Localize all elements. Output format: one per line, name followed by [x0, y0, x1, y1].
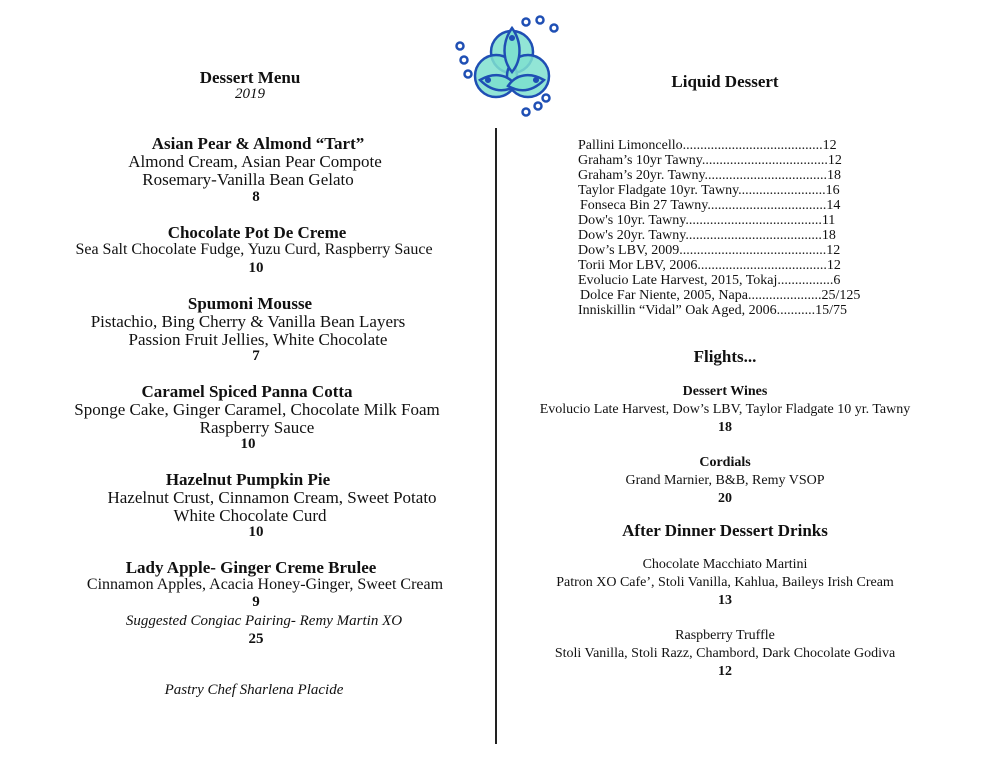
- flight-name: Dessert Wines: [682, 384, 768, 399]
- dessert-desc-line: Passion Fruit Jellies, White Chocolate: [128, 330, 388, 349]
- dessert-desc-line: Pistachio, Bing Cherry & Vanilla Bean Layers: [90, 312, 406, 331]
- flight-desc: Evolucio Late Harvest, Dow’s LBV, Taylor Fladgate 10 yr. Tawny: [539, 402, 911, 417]
- dessert-price: 10: [248, 524, 264, 540]
- dessert-price: 10: [248, 260, 264, 276]
- wine-list-item: Dow’s LBV, 2009..........................................12: [578, 243, 841, 258]
- dessert-desc-line: Hazelnut Crust, Cinnamon Cream, Sweet Potato: [107, 488, 437, 507]
- pairing-suggestion: Suggested Congiac Pairing- Remy Martin XO: [125, 613, 403, 629]
- dessert-desc-line: Almond Cream, Asian Pear Compote: [128, 152, 382, 171]
- dessert-name: Chocolate Pot De Creme: [167, 223, 347, 242]
- dessert-name: Lady Apple- Ginger Creme Brulee: [125, 558, 377, 577]
- flight-name: Cordials: [699, 455, 751, 470]
- drink-desc: Stoli Vanilla, Stoli Razz, Chambord, Dark Chocolate Godiva: [554, 646, 896, 661]
- dessert-name: Spumoni Mousse: [187, 294, 313, 313]
- dessert-desc-line: Sea Salt Chocolate Fudge, Yuzu Curd, Raspberry Sauce: [75, 241, 433, 258]
- drink-price: 12: [718, 664, 732, 679]
- drink-price: 13: [718, 593, 732, 608]
- dessert-name: Hazelnut Pumpkin Pie: [165, 470, 331, 489]
- dessert-desc-line: Raspberry Sauce: [199, 418, 315, 437]
- flight-price: 20: [718, 491, 732, 506]
- drink-name: Raspberry Truffle: [675, 628, 775, 643]
- dessert-name: Asian Pear & Almond “Tart”: [151, 134, 365, 153]
- wine-list-item: Dolce Far Niente, 2005, Napa.....................25/125: [580, 288, 861, 303]
- drink-name: Chocolate Macchiato Martini: [642, 557, 808, 572]
- dessert-price: 8: [252, 189, 260, 205]
- after-dinner-drinks-title: After Dinner Dessert Drinks: [622, 521, 828, 540]
- wine-list-item: Inniskillin “Vidal” Oak Aged, 2006...........15/75: [578, 303, 848, 318]
- flights-title: Flights...: [693, 347, 757, 366]
- menu-year: 2019: [235, 86, 265, 102]
- dessert-menu-title: Dessert Menu: [199, 68, 301, 87]
- flight-price: 18: [718, 420, 732, 435]
- column-divider: [495, 128, 497, 744]
- wine-list-item: Graham’s 20yr. Tawny...................................18: [578, 168, 842, 183]
- wine-list-item: Evolucio Late Harvest, 2015, Tokaj................6: [578, 273, 841, 288]
- dessert-price: 10: [240, 436, 256, 452]
- flight-desc: Grand Marnier, B&B, Remy VSOP: [625, 473, 825, 488]
- wine-list-item: Pallini Limoncello........................................12: [578, 138, 837, 153]
- triquetra-fish-logo: [450, 10, 570, 120]
- dessert-price: 7: [252, 348, 260, 364]
- wine-list-item: Dow's 10yr. Tawny.......................................11: [578, 213, 836, 228]
- dessert-desc-line: Cinnamon Apples, Acacia Honey-Ginger, Sweet Cream: [86, 576, 444, 593]
- liquid-dessert-title: Liquid Dessert: [671, 72, 779, 91]
- logo-icon: [450, 10, 570, 120]
- wine-list-item: Dow's 20yr. Tawny.......................................18: [578, 228, 836, 243]
- dessert-price: 9: [252, 594, 260, 610]
- pastry-chef-credit: Pastry Chef Sharlena Placide: [164, 682, 344, 698]
- dessert-desc-line: Rosemary-Vanilla Bean Gelato: [142, 170, 354, 189]
- wine-list-item: Fonseca Bin 27 Tawny..................................14: [580, 198, 841, 213]
- wine-list-item: Graham’s 10yr Tawny....................................12: [578, 153, 842, 168]
- wine-list-item: Taylor Fladgate 10yr. Tawny.........................16: [578, 183, 840, 198]
- pairing-price: 25: [248, 631, 264, 647]
- dessert-name: Caramel Spiced Panna Cotta: [141, 382, 353, 401]
- drink-desc: Patron XO Cafe’, Stoli Vanilla, Kahlua, Baileys Irish Cream: [556, 575, 894, 590]
- dessert-desc-line: Sponge Cake, Ginger Caramel, Chocolate Milk Foam: [74, 400, 440, 419]
- dessert-desc-line: White Chocolate Curd: [173, 506, 327, 525]
- wine-list-item: Torii Mor LBV, 2006.....................................12: [578, 258, 841, 273]
